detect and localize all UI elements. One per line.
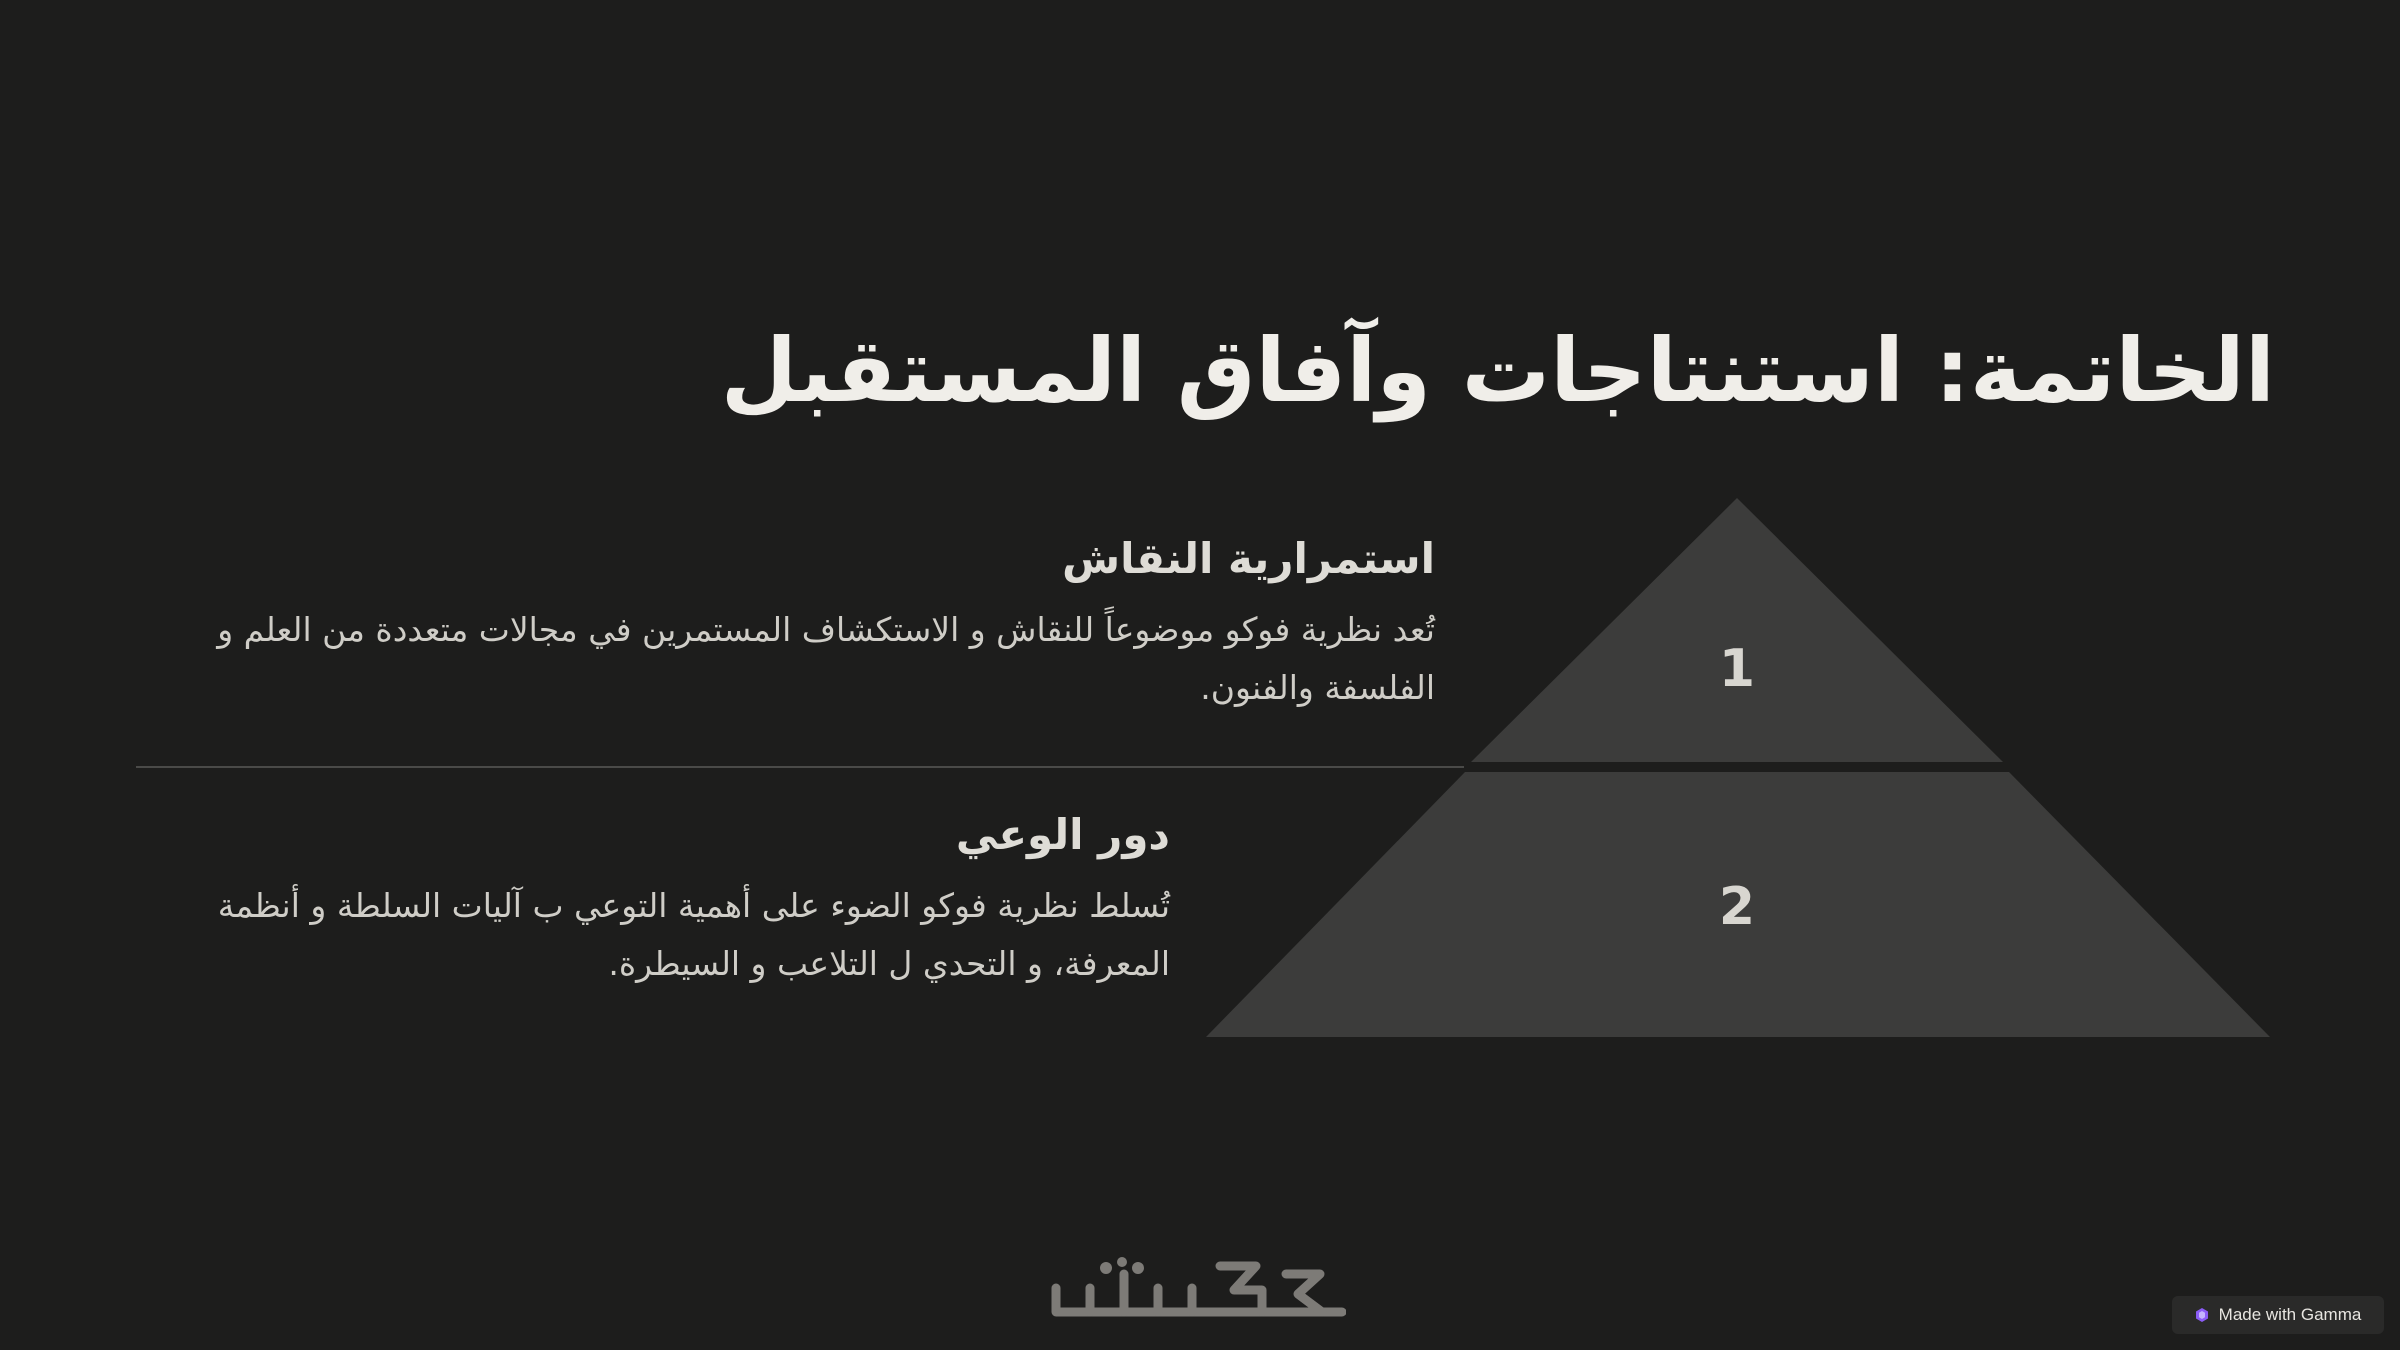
divider: [136, 766, 1464, 768]
item-body: تُسلط نظرية فوكو الضوء على أهمية التوعي ب آليات السلطة و أنظمة المعرفة، و التحدي ل التلاعب و السيطرة.: [217, 885, 1170, 983]
conclusion-item-2: [140, 808, 1170, 993]
pyramid-tier-1: [1471, 498, 2003, 762]
pyramid-tier-2-number: 2: [1718, 877, 1756, 937]
item-heading: دور الوعي: [955, 810, 1170, 859]
conclusion-item-1: [135, 532, 1435, 717]
item-body: تُعد نظرية فوكو موضوعاً للنقاش و الاستكشاف المستمرين في مجالات متعددة من العلم و الفلسفة والفنون.: [217, 609, 1435, 707]
item-heading: استمرارية النقاش: [1062, 534, 1435, 583]
made-with-gamma-badge[interactable]: [2172, 1296, 2384, 1334]
badge-label: Made with Gamma: [2218, 1305, 2362, 1324]
gamma-logo-icon: [2195, 1308, 2209, 1322]
slide-title: الخاتمة: استنتاجات وآفاق المستقبل: [720, 319, 2275, 422]
pyramid-tier-1-number: 1: [1718, 639, 1756, 699]
khamsat-logo: [1050, 1254, 1346, 1324]
